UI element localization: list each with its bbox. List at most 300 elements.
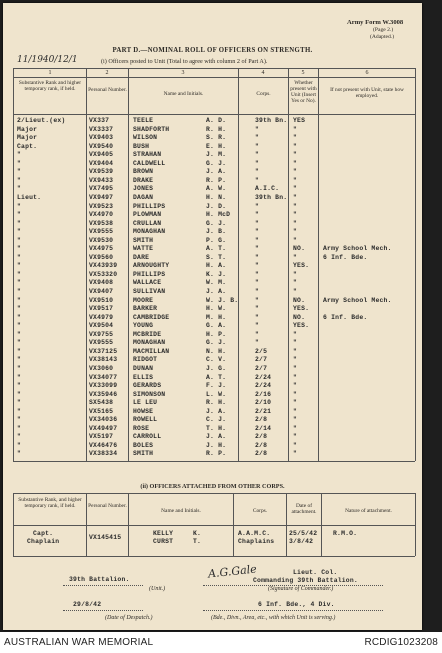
table-row (3, 228, 422, 235)
cell-initials: G. J. (206, 219, 227, 227)
table-row (3, 305, 422, 312)
cell-name: BARKER (133, 305, 158, 313)
cell-present: " (293, 228, 298, 236)
cell-initials: W. M. (206, 279, 227, 287)
cell-rank: " (17, 347, 22, 355)
cell-present: " (293, 125, 298, 133)
cell-number: VX9510 (89, 296, 114, 304)
cell-number: VX53320 (89, 270, 118, 278)
cell-rank: " (17, 288, 22, 295)
cell-name: BROWN (133, 168, 154, 176)
cell-rank: " (17, 407, 22, 415)
table-row (3, 408, 422, 415)
cell-name: LE LEU (133, 399, 158, 407)
cell-name: MONAGHAN (133, 339, 166, 347)
cell-present: YES. (293, 305, 310, 313)
cell-initials: R. P. (206, 176, 227, 184)
cell-number: VX9408 (89, 279, 114, 287)
cell-initials: H. W. (206, 305, 227, 313)
cell-initials: E. H. (206, 142, 227, 150)
cell-number: VX9523 (89, 202, 114, 210)
cell-number: VX5165 (89, 407, 114, 415)
cell-employed: 6 Inf. Bde. (323, 313, 368, 321)
cell-number: VX3060 (89, 364, 114, 372)
cell-present: NO. (293, 245, 306, 253)
cell-present: YES. (293, 262, 310, 270)
cell-rank: " (17, 185, 22, 193)
cell-number: VX49497 (89, 424, 118, 432)
cell-present: NO. (293, 296, 306, 304)
cell-initials: T. H. (206, 424, 227, 432)
cell-number: VX9555 (89, 228, 114, 236)
s2-name-1: KELLY (153, 530, 174, 537)
cell-name: PHILLIPS (133, 202, 166, 210)
section-ii-top-rule (13, 493, 415, 494)
cell-corps: " (255, 322, 260, 330)
cell-corps: " (255, 168, 260, 176)
s2-initials-1: K. (193, 530, 202, 537)
cell-initials: W. J. B. (206, 296, 239, 304)
cell-present: " (293, 424, 298, 432)
cell-name: WALLACE (133, 279, 162, 287)
cell-present: " (293, 168, 298, 176)
cell-number: VX9517 (89, 305, 114, 313)
table-row (3, 288, 422, 295)
cell-rank: " (17, 168, 22, 176)
cell-number: VX9497 (89, 193, 114, 201)
cell-present: " (293, 356, 298, 364)
cell-corps: 39th Bn. (255, 193, 288, 201)
table-row (3, 185, 422, 192)
table-row (3, 339, 422, 346)
s2-nature: R.M.O. (333, 530, 358, 537)
s2-corps-2: Chaplains (238, 538, 275, 545)
cell-corps: " (255, 339, 260, 347)
cell-corps: " (255, 245, 260, 253)
table-row (3, 416, 422, 423)
cell-present: " (293, 134, 298, 142)
cell-rank: " (17, 382, 22, 390)
cell-rank: " (17, 322, 22, 330)
cell-name: MCBRIDE (133, 330, 162, 338)
cell-corps: 2/7 (255, 356, 268, 364)
cell-name: HOWSE (133, 407, 154, 415)
cell-rank: " (17, 305, 22, 313)
cell-number: SX5438 (89, 399, 114, 407)
cell-initials: J. A. (206, 407, 227, 415)
table-header-rule (13, 114, 415, 115)
cell-initials: A. T. (206, 373, 227, 381)
table-row (3, 117, 422, 124)
cell-name: SMITH (133, 236, 154, 244)
cell-number: VX9530 (89, 236, 114, 244)
cell-name: ELLIS (133, 373, 154, 381)
cell-name: STRAHAN (133, 151, 162, 159)
table-row (3, 151, 422, 158)
cell-corps: " (255, 228, 260, 236)
adapted-note: (Adapted.) (370, 34, 395, 40)
cell-corps: 2/8 (255, 450, 268, 458)
cell-corps: 2/24 (255, 373, 272, 381)
section-ii-bottom-rule (13, 556, 415, 557)
form-sheet (3, 3, 422, 630)
cell-number: VX38143 (89, 356, 118, 364)
cell-initials: A. W. (206, 185, 227, 193)
cell-rank: " (17, 433, 22, 441)
cell-rank: " (17, 416, 22, 424)
cell-name: GERARDS (133, 382, 162, 390)
table-row (3, 254, 422, 261)
cell-rank: " (17, 441, 22, 449)
cell-number: VX9405 (89, 151, 114, 159)
section-ii-col-5 (321, 493, 322, 556)
cell-corps: " (255, 125, 260, 133)
s2-personal-number: VX145415 (89, 534, 122, 541)
cell-number: VX4975 (89, 245, 114, 253)
cell-corps: 2/7 (255, 364, 268, 372)
brigade-label: (Bde., Divn., Area, etc., with which Unit is serving.) (211, 615, 336, 621)
col-number-5: 5 (301, 70, 305, 76)
col-number-2: 2 (105, 70, 109, 76)
cell-present: " (293, 407, 298, 415)
cell-corps: " (255, 313, 260, 321)
cell-present: " (293, 416, 298, 424)
cell-initials: R. H. (206, 399, 227, 407)
cell-present: " (293, 339, 298, 347)
cell-corps: " (255, 330, 260, 338)
s2-rank-1: Capt. (33, 530, 54, 537)
cell-number: VX9538 (89, 219, 114, 227)
section-ii-title: (ii) OFFICERS ATTACHED FROM OTHER CORPS. (140, 483, 285, 490)
cell-corps: " (255, 211, 260, 219)
s2-header-name: Name and Initials. (161, 508, 201, 514)
cell-initials: G. J. (206, 339, 227, 347)
cell-number: VX7495 (89, 185, 114, 193)
header-personal-number: Personal Number. (88, 87, 127, 93)
table-row (3, 271, 422, 278)
cell-corps: 2/24 (255, 382, 272, 390)
cell-initials: J. D. (206, 202, 227, 210)
section-i-title: (i) Officers posted to Unit (Total to agree with column 2 of Part A). (101, 58, 268, 65)
cell-present: " (293, 433, 298, 441)
section-ii-col-1 (86, 493, 87, 556)
cell-number: VX33099 (89, 382, 118, 390)
cell-corps: " (255, 236, 260, 244)
cell-corps: 2/5 (255, 347, 268, 355)
cell-present: " (293, 390, 298, 398)
col-number-6: 6 (365, 70, 369, 76)
cell-rank: " (17, 390, 22, 398)
table-row (3, 297, 422, 304)
cell-rank: " (17, 253, 22, 261)
cell-name: SIMONSON (133, 390, 166, 398)
cell-rank: " (17, 373, 22, 381)
cell-initials: H. McD (206, 211, 231, 219)
cell-present: " (293, 211, 298, 219)
header-corps: Corps. (256, 91, 271, 97)
cell-name: MACMILLAN (133, 347, 170, 355)
cell-rank: " (17, 151, 22, 159)
table-row (3, 348, 422, 355)
cell-rank: " (17, 228, 22, 236)
cell-rank: " (17, 279, 22, 287)
cell-initials: J. H. (206, 441, 227, 449)
cell-number: VX9407 (89, 288, 114, 295)
table-row (3, 168, 422, 175)
cell-corps: 2/8 (255, 416, 268, 424)
cell-present: " (293, 288, 298, 295)
cell-corps: 2/14 (255, 424, 272, 432)
cell-rank: Major (17, 125, 38, 133)
cell-present: " (293, 330, 298, 338)
section-ii-col-3 (233, 493, 234, 556)
cell-name: WATTE (133, 245, 154, 253)
cell-number: VX38334 (89, 450, 118, 458)
commander-signature: A.G.Gale (207, 562, 258, 581)
cell-rank: " (17, 245, 22, 253)
cell-number: VX9755 (89, 330, 114, 338)
despatch-date-typed: 29/8/42 (73, 601, 102, 608)
cell-rank: Major (17, 134, 38, 142)
cell-corps: " (255, 159, 260, 167)
cell-corps: " (255, 305, 260, 313)
cell-number: VX337 (89, 117, 110, 124)
cell-name: CRULLAN (133, 219, 162, 227)
cell-number: VX5197 (89, 433, 114, 441)
header-employed: If not present with Unit, state how employed. (330, 87, 404, 99)
archive-name: AUSTRALIAN WAR MEMORIAL (4, 637, 154, 648)
s2-header-rank: Substantive Rank, and higher temporary rank, if held. (18, 497, 82, 509)
cell-rank: 2/Lieut.(ex) (17, 117, 66, 124)
cell-initials: A. T. (206, 245, 227, 253)
cell-number: VX35946 (89, 390, 118, 398)
cell-corps: 2/8 (255, 433, 268, 441)
unit-typed: 39th Battalion. (69, 576, 130, 583)
cell-present: " (293, 236, 298, 244)
page-indicator: (Page 2.) (373, 27, 394, 33)
cell-name: PLOWMAN (133, 211, 162, 219)
s2-header-nature: Nature of attachment. (345, 508, 392, 514)
s2-rank-2: Chaplain (27, 538, 60, 545)
cell-rank: " (17, 399, 22, 407)
cell-initials: J. G. (206, 364, 227, 372)
cell-present: " (293, 399, 298, 407)
cell-number: VX9504 (89, 322, 114, 330)
cell-present: " (293, 159, 298, 167)
header-present: Whether present with Unit (Insert Yes or No). (290, 80, 317, 104)
cell-present: " (293, 219, 298, 227)
cell-number: VX34036 (89, 416, 118, 424)
cell-name: CALDWELL (133, 159, 166, 167)
cell-rank: " (17, 424, 22, 432)
brigade-line (203, 610, 383, 611)
cell-number: VX9555 (89, 339, 114, 347)
cell-initials: H. P. (206, 330, 227, 338)
cell-initials: R. H. (206, 125, 227, 133)
cell-name: SMITH (133, 450, 154, 458)
section-ii-col-4 (286, 493, 287, 556)
cell-present: " (293, 279, 298, 287)
cell-name: SULLIVAN (133, 288, 166, 295)
unit-line (63, 585, 143, 586)
section-ii-border-left (13, 493, 14, 556)
table-row (3, 365, 422, 372)
cell-present: YES. (293, 322, 310, 330)
cell-corps: " (255, 262, 260, 270)
cell-present: " (293, 176, 298, 184)
cell-initials: J. A. (206, 288, 227, 295)
cell-corps: A.I.C. (255, 185, 280, 193)
cell-present: " (293, 347, 298, 355)
table-row (3, 425, 422, 432)
cell-initials: L. W. (206, 390, 227, 398)
cell-rank: " (17, 364, 22, 372)
brigade-typed: 6 Inf. Bde., 4 Div. (258, 601, 335, 608)
cell-rank: " (17, 211, 22, 219)
cell-present: " (293, 373, 298, 381)
cell-initials: G. A. (206, 322, 227, 330)
cell-initials: G. J. (206, 159, 227, 167)
cell-number: VX9403 (89, 134, 114, 142)
table-row (3, 374, 422, 381)
cell-name: SHADFORTH (133, 125, 170, 133)
s2-header-corps: Corps. (252, 508, 268, 514)
cell-present: " (293, 364, 298, 372)
cell-number: VX9539 (89, 168, 114, 176)
table-row (3, 126, 422, 133)
cell-name: DUNAN (133, 364, 154, 372)
cell-number: VX9433 (89, 176, 114, 184)
archive-footer (0, 632, 442, 653)
cell-name: ROSE (133, 424, 150, 432)
cell-corps: 2/16 (255, 390, 272, 398)
cell-rank: Lieut. (17, 193, 42, 201)
cell-name: MOORE (133, 296, 154, 304)
cell-name: DRAKE (133, 176, 154, 184)
cell-present: " (293, 253, 298, 261)
s2-date-1: 25/5/42 (289, 530, 318, 537)
cell-number: VX43939 (89, 262, 118, 270)
archive-id: RCDIG1023208 (364, 637, 438, 648)
cell-rank: " (17, 262, 22, 270)
handwritten-reference: 11/1940/12/1 (17, 55, 78, 65)
cell-corps: 2/10 (255, 399, 272, 407)
cell-corps: " (255, 202, 260, 210)
cell-employed: Army School Mech. (323, 296, 392, 304)
cell-number: VX34077 (89, 373, 118, 381)
col-number-1: 1 (48, 70, 52, 76)
table-row (3, 391, 422, 398)
cell-initials: M. H. (206, 313, 227, 321)
table-row (3, 279, 422, 286)
table-row (3, 356, 422, 363)
cell-number: VX9404 (89, 159, 114, 167)
cell-name: ROWELL (133, 416, 158, 424)
table-row (3, 134, 422, 141)
cell-employed: Army School Mech. (323, 245, 392, 253)
cell-present: " (293, 142, 298, 150)
header-rank: Substantive Rank and higher temporary rank, if held. (18, 80, 82, 92)
cell-number: VX9560 (89, 253, 114, 261)
cell-initials: N. H. (206, 347, 227, 355)
table-bottom-rule (13, 461, 415, 462)
s2-initials-2: T. (193, 538, 202, 545)
cell-initials: J. M. (206, 151, 227, 159)
table-row (3, 450, 422, 457)
cell-initials: S. T. (206, 253, 227, 261)
cell-initials: C. V. (206, 356, 227, 364)
cell-initials: J. A. (206, 168, 227, 176)
cell-initials: H. N. (206, 193, 227, 201)
cell-corps: 2/8 (255, 441, 268, 449)
cell-present: " (293, 441, 298, 449)
table-row (3, 314, 422, 321)
table-row (3, 143, 422, 150)
cell-name: TEELE (133, 117, 154, 124)
cell-rank: " (17, 296, 22, 304)
cell-rank: " (17, 219, 22, 227)
col-number-4: 4 (261, 70, 265, 76)
cell-name: YOUNG (133, 322, 154, 330)
cell-rank: " (17, 176, 22, 184)
cell-initials: F. J. (206, 382, 227, 390)
table-row (3, 262, 422, 269)
table-row (3, 442, 422, 449)
cell-rank: " (17, 236, 22, 244)
cell-initials: H. A. (206, 262, 227, 270)
commanding-typed: Commanding 39th Battalion. (253, 577, 358, 584)
cell-corps: 39th Bn. (255, 117, 288, 124)
cell-name: MONAGHAN (133, 228, 166, 236)
cell-name: WILSON (133, 134, 158, 142)
cell-number: VX37125 (89, 347, 118, 355)
cell-corps: " (255, 219, 260, 227)
cell-corps: " (255, 296, 260, 304)
cell-number: VX4979 (89, 313, 114, 321)
section-ii-header-rule (13, 525, 415, 526)
cell-rank: " (17, 356, 22, 364)
table-row (3, 177, 422, 184)
cell-rank: " (17, 313, 22, 321)
cell-initials: S. R. (206, 134, 227, 142)
army-form-number: Army Form W.3008 (347, 19, 404, 26)
cell-present: " (293, 270, 298, 278)
cell-initials: J. A. (206, 433, 227, 441)
table-row (3, 322, 422, 329)
cell-corps: 2/21 (255, 407, 272, 415)
table-number-rule (13, 77, 415, 78)
cell-present: " (293, 450, 298, 458)
cell-rank: " (17, 159, 22, 167)
cell-initials: C. J. (206, 416, 227, 424)
commander-rank-typed: Lieut. Col. (293, 569, 338, 576)
table-top-rule (13, 68, 415, 69)
table-row (3, 245, 422, 252)
cell-corps: " (255, 134, 260, 142)
cell-corps: " (255, 151, 260, 159)
header-name: Name and Initials. (163, 91, 204, 97)
cell-rank: " (17, 270, 22, 278)
table-row (3, 399, 422, 406)
s2-corps-1: A.A.M.C. (238, 530, 271, 537)
cell-rank: " (17, 202, 22, 210)
cell-name: DAGAN (133, 193, 154, 201)
cell-present: NO. (293, 313, 306, 321)
cell-present: " (293, 185, 298, 193)
despatch-date-label: (Date of Despatch.) (105, 615, 153, 621)
cell-name: PHILLIPS (133, 270, 166, 278)
unit-label: (Unit.) (149, 586, 166, 592)
